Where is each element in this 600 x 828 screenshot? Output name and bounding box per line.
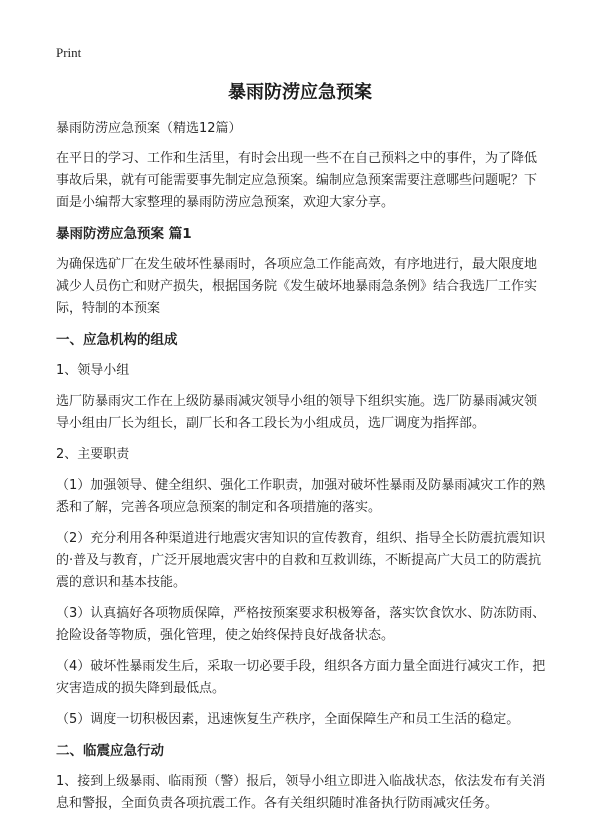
duty-item: （1）加强领导、健全组织、强化工作职责，加强对破坏性暴雨及防暴雨减灾工作的熟悉和了解，完善各项应急预案的制定和各项措施的落实。 bbox=[56, 478, 546, 515]
duty-item: （2）充分利用各种渠道进行地震灾害知识的宣传教育，组织、指导全长防震抗震知识的·普及与教育，广泛开展地震灾害中的自救和互救训练，不断提高广大员工的防震抗震的意识和基本技能。 bbox=[56, 531, 546, 590]
document-subtitle: 暴雨防涝应急预案（精选12篇） bbox=[56, 121, 242, 136]
duty-item: （3）认真搞好各项物质保障，严格按预案要求积极筹备，落实饮食饮水、防冻防雨、抢险设备等物质，强化管理，使之始终保持良好战备状态。 bbox=[56, 606, 546, 643]
intro-paragraph: 在平日的学习、工作和生活里，有时会出现一些不在自己预料之中的事件，为了降低事故后果，就有可能需要事先制定应急预案。编制应急预案需要注意哪些问题呢？下面是小编帮大家整理的暴雨防涝应急预案，欢迎大家分享。 bbox=[56, 151, 538, 210]
print-link[interactable]: Print bbox=[56, 45, 82, 60]
article-lead-paragraph: 为确保选矿厂在发生破坏性暴雨时，各项应急工作能高效，有序地进行，最大限度地减少人员伤亡和财产损失，根据国务院《发生破坏地暴雨急条例》结合我选厂工作实际，特制的本预案 bbox=[56, 257, 538, 316]
leadership-paragraph: 选厂防暴雨灾工作在上级防暴雨减灾领导小组的领导下组织实施。选厂防暴雨减灾领导小组由厂长为组长，副厂长和各工段长为小组成员，选厂调度为指挥部。 bbox=[56, 394, 538, 431]
document-body bbox=[56, 118, 546, 824]
page-title: 暴雨防涝应急预案 bbox=[228, 82, 372, 103]
section-heading-emergency-action: 二、临震应急行动 bbox=[56, 743, 164, 759]
duty-item: （4）破坏性暴雨发生后，采取一切必要手段，组织各方面力量全面进行减灾工作，把灾害造成的损失降到最低点。 bbox=[56, 659, 546, 696]
emergency-action-paragraph: 1、接到上级暴雨、临雨预（警）报后，领导小组立即进入临战状态，依法发布有关消息和警报，全面负责各项抗震工作。各有关组织随时准备执行防雨减灾任务。 bbox=[56, 774, 546, 811]
article-heading: 暴雨防涝应急预案 篇1 bbox=[56, 226, 192, 242]
subsection-label-duties: 2、主要职责 bbox=[56, 447, 130, 462]
section-heading-organization: 一、应急机构的组成 bbox=[56, 332, 178, 348]
subsection-label-leadership: 1、领导小组 bbox=[56, 363, 130, 378]
duty-item: （5）调度一切积极因素，迅速恢复生产秩序，全面保障生产和员工生活的稳定。 bbox=[56, 712, 520, 727]
